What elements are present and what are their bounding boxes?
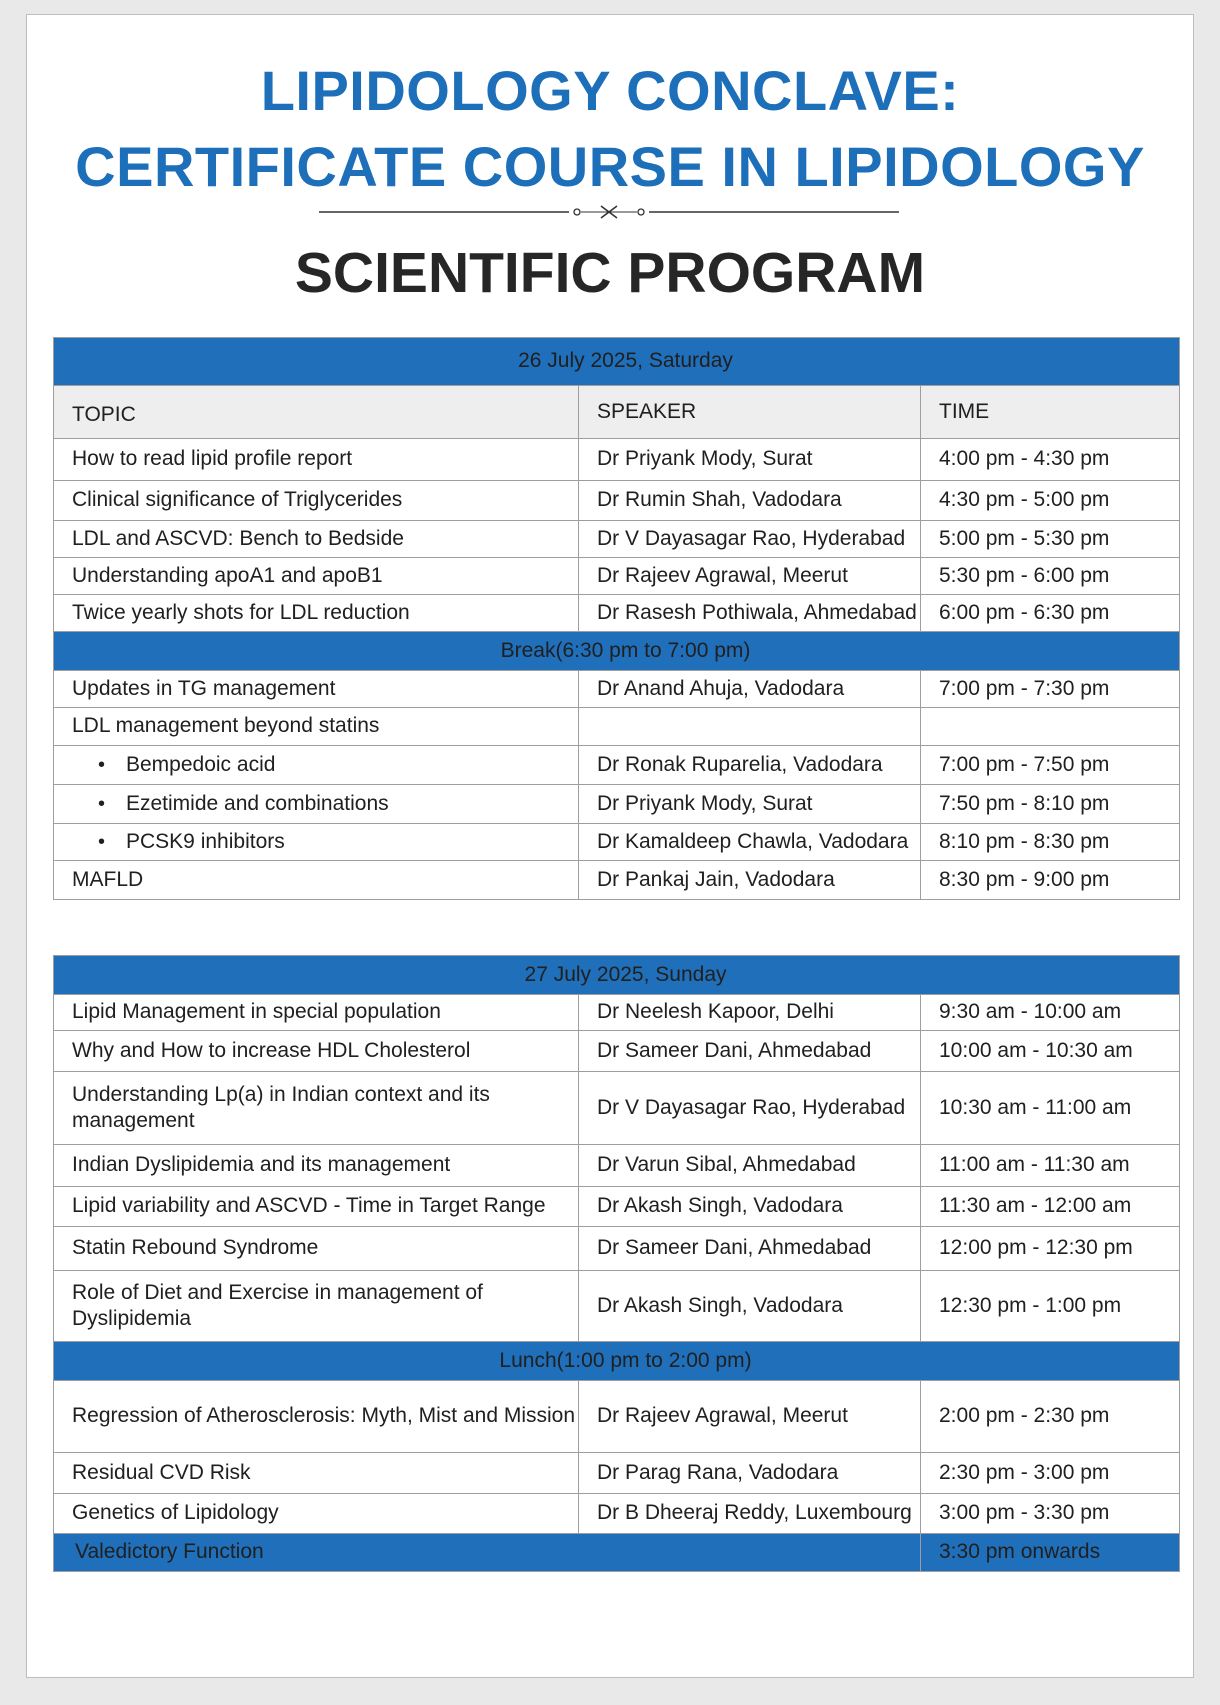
column-header-time: TIME [921, 386, 1180, 439]
time-cell: 5:30 pm - 6:00 pm [921, 558, 1180, 595]
lunch-banner: Lunch(1:00 pm to 2:00 pm) [54, 1342, 1180, 1381]
speaker-cell: Dr Parag Rana, Vadodara [579, 1453, 921, 1494]
title-line-1: LIPIDOLOGY CONCLAVE: [260, 59, 960, 122]
speaker-cell: Dr Kamaldeep Chawla, Vadodara [579, 824, 921, 861]
speaker-cell: Dr Rajeev Agrawal, Meerut [579, 558, 921, 595]
valedictory-label: Valedictory Function [54, 1534, 921, 1572]
time-cell: 8:30 pm - 9:00 pm [921, 861, 1180, 900]
speaker-cell: Dr Anand Ahuja, Vadodara [579, 671, 921, 708]
time-cell: 6:00 pm - 6:30 pm [921, 595, 1180, 632]
time-cell: 2:30 pm - 3:00 pm [921, 1453, 1180, 1494]
column-header-speaker: SPEAKER [579, 386, 921, 439]
valedictory-row [54, 1534, 1180, 1572]
schedule-row [54, 861, 1180, 900]
speaker-cell: Dr V Dayasagar Rao, Hyderabad [579, 521, 921, 558]
time-cell: 11:00 am - 11:30 am [921, 1145, 1180, 1187]
topic-cell: Indian Dyslipidemia and its management [54, 1145, 579, 1187]
schedule-row [54, 1072, 1180, 1145]
break-banner: Break(6:30 pm to 7:00 pm) [54, 632, 1180, 671]
time-cell: 12:00 pm - 12:30 pm [921, 1227, 1180, 1271]
speaker-cell: Dr Akash Singh, Vadodara [579, 1187, 921, 1227]
speaker-cell: Dr Akash Singh, Vadodara [579, 1271, 921, 1342]
day1-schedule-table [53, 337, 1180, 900]
time-cell: 7:00 pm - 7:30 pm [921, 671, 1180, 708]
bullet-icon: • [98, 753, 106, 776]
time-cell: 9:30 am - 10:00 am [921, 995, 1180, 1031]
speaker-cell: Dr Pankaj Jain, Vadodara [579, 861, 921, 900]
title-line-2: CERTIFICATE COURSE IN LIPIDOLOGY [75, 135, 1145, 198]
topic-cell: Understanding Lp(a) in Indian context and its management [54, 1072, 579, 1145]
bullet-icon: • [98, 792, 106, 815]
time-cell [921, 708, 1180, 746]
topic-cell [54, 785, 579, 824]
topic-text: PCSK9 inhibitors [126, 829, 285, 853]
schedule-row [54, 481, 1180, 521]
schedule-row [54, 1031, 1180, 1072]
ornament-divider-icon [319, 205, 899, 219]
topic-cell: LDL management beyond statins [54, 708, 579, 746]
speaker-cell [579, 708, 921, 746]
schedule-row [54, 521, 1180, 558]
break-banner-row [54, 632, 1180, 671]
topic-text: Bempedoic acid [126, 752, 276, 776]
speaker-cell: Dr Sameer Dani, Ahmedabad [579, 1031, 921, 1072]
schedule-row [54, 1145, 1180, 1187]
schedule-row [54, 1453, 1180, 1494]
time-cell: 10:30 am - 11:00 am [921, 1072, 1180, 1145]
time-cell: 11:30 am - 12:00 am [921, 1187, 1180, 1227]
program-page [26, 14, 1194, 1678]
column-header-topic: TOPIC [54, 386, 579, 439]
column-header-row [54, 386, 1180, 439]
schedule-row [54, 558, 1180, 595]
page-subtitle: SCIENTIFIC PROGRAM [294, 241, 926, 305]
schedule-row [54, 746, 1180, 785]
time-cell: 2:00 pm - 2:30 pm [921, 1381, 1180, 1453]
speaker-cell: Dr Neelesh Kapoor, Delhi [579, 995, 921, 1031]
topic-cell: Statin Rebound Syndrome [54, 1227, 579, 1271]
day2-date-heading: 27 July 2025, Sunday [54, 956, 1180, 995]
topic-cell: Clinical significance of Triglycerides [54, 481, 579, 521]
topic-cell: Lipid Management in special population [54, 995, 579, 1031]
speaker-cell: Dr Ronak Ruparelia, Vadodara [579, 746, 921, 785]
topic-cell [54, 746, 579, 785]
speaker-cell: Dr Varun Sibal, Ahmedabad [579, 1145, 921, 1187]
schedule-row [54, 1271, 1180, 1342]
speaker-cell: Dr V Dayasagar Rao, Hyderabad [579, 1072, 921, 1145]
schedule-row [54, 1187, 1180, 1227]
topic-cell: LDL and ASCVD: Bench to Bedside [54, 521, 579, 558]
time-cell: 8:10 pm - 8:30 pm [921, 824, 1180, 861]
lunch-banner-row [54, 1342, 1180, 1381]
time-cell: 12:30 pm - 1:00 pm [921, 1271, 1180, 1342]
time-cell: 5:00 pm - 5:30 pm [921, 521, 1180, 558]
day1-date-heading-row [54, 338, 1180, 386]
schedule-row [54, 708, 1180, 746]
time-cell: 7:00 pm - 7:50 pm [921, 746, 1180, 785]
schedule-row [54, 439, 1180, 481]
topic-cell: Lipid variability and ASCVD - Time in Target Range [54, 1187, 579, 1227]
time-cell: 10:00 am - 10:30 am [921, 1031, 1180, 1072]
topic-cell: Understanding apoA1 and apoB1 [54, 558, 579, 595]
schedule-row [54, 995, 1180, 1031]
topic-text: Ezetimide and combinations [126, 791, 389, 815]
schedule-row [54, 824, 1180, 861]
time-cell: 4:00 pm - 4:30 pm [921, 439, 1180, 481]
speaker-cell: Dr Rajeev Agrawal, Meerut [579, 1381, 921, 1453]
topic-cell: Updates in TG management [54, 671, 579, 708]
speaker-cell: Dr Sameer Dani, Ahmedabad [579, 1227, 921, 1271]
topic-cell: Twice yearly shots for LDL reduction [54, 595, 579, 632]
speaker-cell: Dr B Dheeraj Reddy, Luxembourg [579, 1494, 921, 1534]
topic-cell: How to read lipid profile report [54, 439, 579, 481]
time-cell: 4:30 pm - 5:00 pm [921, 481, 1180, 521]
valedictory-time: 3:30 pm onwards [921, 1534, 1180, 1572]
bullet-icon: • [98, 830, 106, 853]
schedule-row [54, 1227, 1180, 1271]
time-cell: 3:00 pm - 3:30 pm [921, 1494, 1180, 1534]
schedule-row [54, 1381, 1180, 1453]
topic-cell: Regression of Atherosclerosis: Myth, Mist and Mission [54, 1381, 579, 1453]
topic-cell: Why and How to increase HDL Cholesterol [54, 1031, 579, 1072]
day2-date-heading-row [54, 956, 1180, 995]
time-cell: 7:50 pm - 8:10 pm [921, 785, 1180, 824]
topic-cell: Role of Diet and Exercise in management of Dyslipidemia [54, 1271, 579, 1342]
speaker-cell: Dr Rasesh Pothiwala, Ahmedabad [579, 595, 921, 632]
topic-cell: Genetics of Lipidology [54, 1494, 579, 1534]
day1-date-heading: 26 July 2025, Saturday [54, 338, 1180, 386]
day2-schedule-table [53, 955, 1180, 1572]
speaker-cell: Dr Priyank Mody, Surat [579, 439, 921, 481]
topic-cell: Residual CVD Risk [54, 1453, 579, 1494]
schedule-row [54, 1494, 1180, 1534]
speaker-cell: Dr Rumin Shah, Vadodara [579, 481, 921, 521]
topic-cell: MAFLD [54, 861, 579, 900]
schedule-row [54, 785, 1180, 824]
schedule-row [54, 671, 1180, 708]
schedule-row [54, 595, 1180, 632]
topic-cell [54, 824, 579, 861]
speaker-cell: Dr Priyank Mody, Surat [579, 785, 921, 824]
